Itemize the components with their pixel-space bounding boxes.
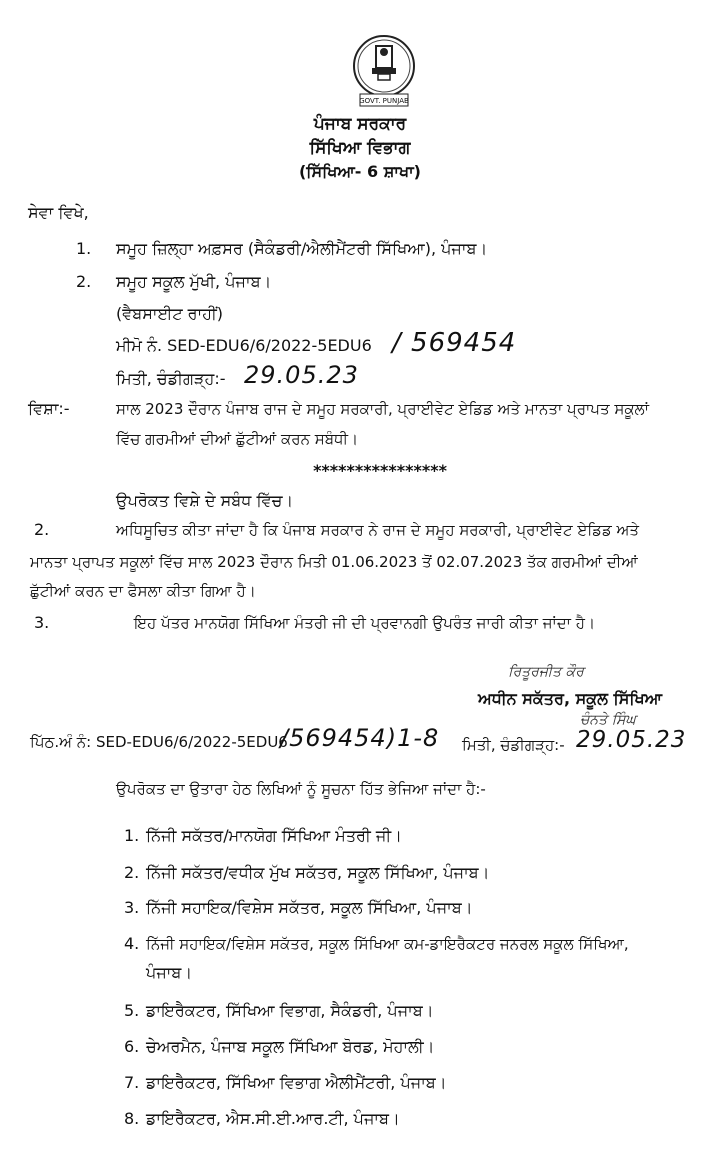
paragraph-2-line-3: ਛੁੱਟੀਆਂ ਕਰਨ ਦਾ ਫੈਸਲਾ ਕੀਤਾ ਗਿਆ ਹੈ। (30, 582, 256, 600)
subject-line-2: ਵਿੱਚ ਗਰਮੀਆਂ ਦੀਆਂ ਛੁੱਟੀਆਂ ਕਰਨ ਸਬੰਧੀ। (116, 430, 359, 448)
memo-number: ਮੀਮੋ ਨੰ. SED-EDU6/6/2022-5EDU6 (116, 336, 372, 355)
copy-list-number: 6. (124, 1037, 140, 1056)
emblem-caption: GOVT. PUNJAB (359, 97, 409, 105)
copy-list-number: 5. (124, 1001, 140, 1020)
header-line-1: ਪੰਜਾਬ ਸਰਕਾਰ (313, 114, 407, 134)
copy-list-item: ਡਾਇਰੈਕਟਰ, ਸਿੱਖਿਆ ਵਿਭਾਗ, ਸੈਕੰਡਰੀ, ਪੰਜਾਬ। (146, 1001, 434, 1020)
copy-list-number: 2. (124, 863, 140, 882)
date-label: ਮਿਤੀ, ਚੰਡੀਗੜ੍ਹ:- (116, 369, 226, 388)
endorsement-number: ਪਿੱਠ.ਅੰ ਨੰ: SED-EDU6/6/2022-5EDU6 (30, 733, 288, 751)
copy-list-number: 8. (124, 1109, 140, 1128)
paragraph-2-line-1: ਅਧਿਸੂਚਿਤ ਕੀਤਾ ਜਾਂਦਾ ਹੈ ਕਿ ਪੰਜਾਬ ਸਰਕਾਰ ਨੇ ਰਾਜ ਦੇ ਸਮੂਹ ਸਰਕਾਰੀ, ਪ੍ਰਾਈਵੇਟ ਏਡਿਡ ਅਤੇ (116, 521, 640, 539)
copy-list-item: ਨਿੱਜੀ ਸਹਾਇਕ/ਵਿਸ਼ੇਸ ਸਕੱਤਰ, ਸਕੂਲ ਸਿੱਖਿਆ, ਪੰਜਾਬ। (146, 898, 473, 917)
recipient-number: 1. (76, 239, 92, 258)
endorsement-handwritten-number: /569454)1-8 (280, 724, 440, 752)
signatory-title: ਅਧੀਨ ਸਕੱਤਰ, ਸਕੂਲ ਸਿੱਖਿਆ (478, 689, 663, 708)
copy-list-item: ਨਿੱਜੀ ਸਹਾਇਕ/ਵਿਸ਼ੇਸ ਸਕੱਤਰ, ਸਕੂਲ ਸਿੱਖਿਆ ਕਮ-ਡਾਇਰੈਕਟਰ ਜਨਰਲ ਸਕੂਲ ਸਿੱਖਿਆ, (146, 935, 629, 953)
subject-label: ਵਿਸ਼ਾ:- (28, 399, 70, 418)
header-line-3: (ਸਿੱਖਿਆ- 6 ਸ਼ਾਖਾ) (298, 162, 421, 181)
reference-line: ਉਪਰੋਕਤ ਵਿਸ਼ੇ ਦੇ ਸਬੰਧ ਵਿੱਚ। (116, 491, 294, 510)
copy-list-item: ਚੇਅਰਮੈਨ, ਪੰਜਾਬ ਸਕੂਲ ਸਿੱਖਿਆ ਬੋਰਡ, ਮੋਹਾਲੀ। (146, 1037, 435, 1056)
paragraph-3-line-1: ਇਹ ਪੱਤਰ ਮਾਨਯੋਗ ਸਿੱਖਿਆ ਮੰਤਰੀ ਜੀ ਦੀ ਪ੍ਰਵਾਨਗੀ ਉਪਰੰਤ ਜਾਰੀ ਕੀਤਾ ਜਾਂਦਾ ਹੈ। (134, 614, 596, 632)
signature-scrawl: ਰਿਤੂਰਜੀਤ ਕੌਰ (508, 664, 584, 680)
via-website: (ਵੈਬਸਾਈਟ ਰਾਹੀਂ) (116, 304, 224, 323)
copy-list-number: 3. (124, 898, 140, 917)
endorsement-date-handwritten: 29.05.23 (576, 727, 687, 753)
copy-list-item-continued: ਪੰਜਾਬ। (146, 963, 193, 982)
copy-forward-line: ਉਪਰੋਕਤ ਦਾ ਉਤਾਰਾ ਹੇਠ ਲਿਖਿਆਂ ਨੂੰ ਸੂਚਨਾ ਹਿੱਤ ਭੇਜਿਆ ਜਾਂਦਾ ਹੈ:- (116, 780, 486, 798)
paragraph-number: 2. (34, 520, 50, 539)
paragraph-2-line-2: ਮਾਨਤਾ ਪ੍ਰਾਪਤ ਸਕੂਲਾਂ ਵਿੱਚ ਸਾਲ 2023 ਦੌਰਾਨ ਮਿਤੀ 01.06.2023 ਤੋਂ 02.07.2023 ਤੱਕ ਗਰਮੀਆਂ ਦੀਆਂ (30, 553, 638, 571)
recipient-text: ਸਮੂਹ ਸਕੂਲ ਮੁੱਖੀ, ਪੰਜਾਬ। (116, 272, 272, 291)
copy-list-number: 4. (124, 934, 140, 953)
subject-line-1: ਸਾਲ 2023 ਦੌਰਾਨ ਪੰਜਾਬ ਰਾਜ ਦੇ ਸਮੂਹ ਸਰਕਾਰੀ, ਪ੍ਰਾਈਵੇਟ ਏਡਿਡ ਅਤੇ ਮਾਨਤਾ ਪ੍ਰਾਪਤ ਸਕੂਲਾਂ (116, 400, 649, 418)
date-handwritten: 29.05.23 (244, 361, 359, 389)
copy-list-number: 7. (124, 1073, 140, 1092)
recipient-text: ਸਮੂਹ ਜ਼ਿਲ੍ਹਾ ਅਫ਼ਸਰ (ਸੈਕੰਡਰੀ/ਐਲੀਮੈਂਟਰੀ ਸਿੱਖਿਆ), ਪੰਜਾਬ। (116, 239, 488, 258)
copy-list-number: 1. (124, 826, 140, 845)
endorsement-date-label: ਮਿਤੀ, ਚੰਡੀਗੜ੍ਹ:- (462, 736, 565, 754)
copy-list-item: ਡਾਇਰੈਕਟਰ, ਐਸ.ਸੀ.ਈ.ਆਰ.ਟੀ, ਪੰਜਾਬ। (146, 1109, 400, 1128)
salutation: ਸੇਵਾ ਵਿਖੇ, (28, 203, 89, 222)
copy-list-item: ਨਿੱਜੀ ਸਕੱਤਰ/ਵਧੀਕ ਮੁੱਖ ਸਕੱਤਰ, ਸਕੂਲ ਸਿੱਖਿਆ, ਪੰਜਾਬ। (146, 863, 490, 882)
separator-stars: **************** (313, 461, 447, 480)
signature-scrawl-2: ਚੰਨਤੇ ਸਿੰਘ (580, 712, 636, 728)
memo-handwritten-number: / 569454 (392, 328, 517, 358)
header-line-2: ਸਿੱਖਿਆ ਵਿਭਾਗ (309, 138, 411, 158)
government-emblem-icon (348, 30, 420, 110)
paragraph-number: 3. (34, 613, 50, 632)
recipient-number: 2. (76, 272, 92, 291)
copy-list-item: ਨਿੱਜੀ ਸਕੱਤਰ/ਮਾਨਯੋਗ ਸਿੱਖਿਆ ਮੰਤਰੀ ਜੀ। (146, 826, 402, 845)
copy-list-item: ਡਾਇਰੈਕਟਰ, ਸਿੱਖਿਆ ਵਿਭਾਗ ਐਲੀਮੈਂਟਰੀ, ਪੰਜਾਬ। (146, 1073, 447, 1092)
